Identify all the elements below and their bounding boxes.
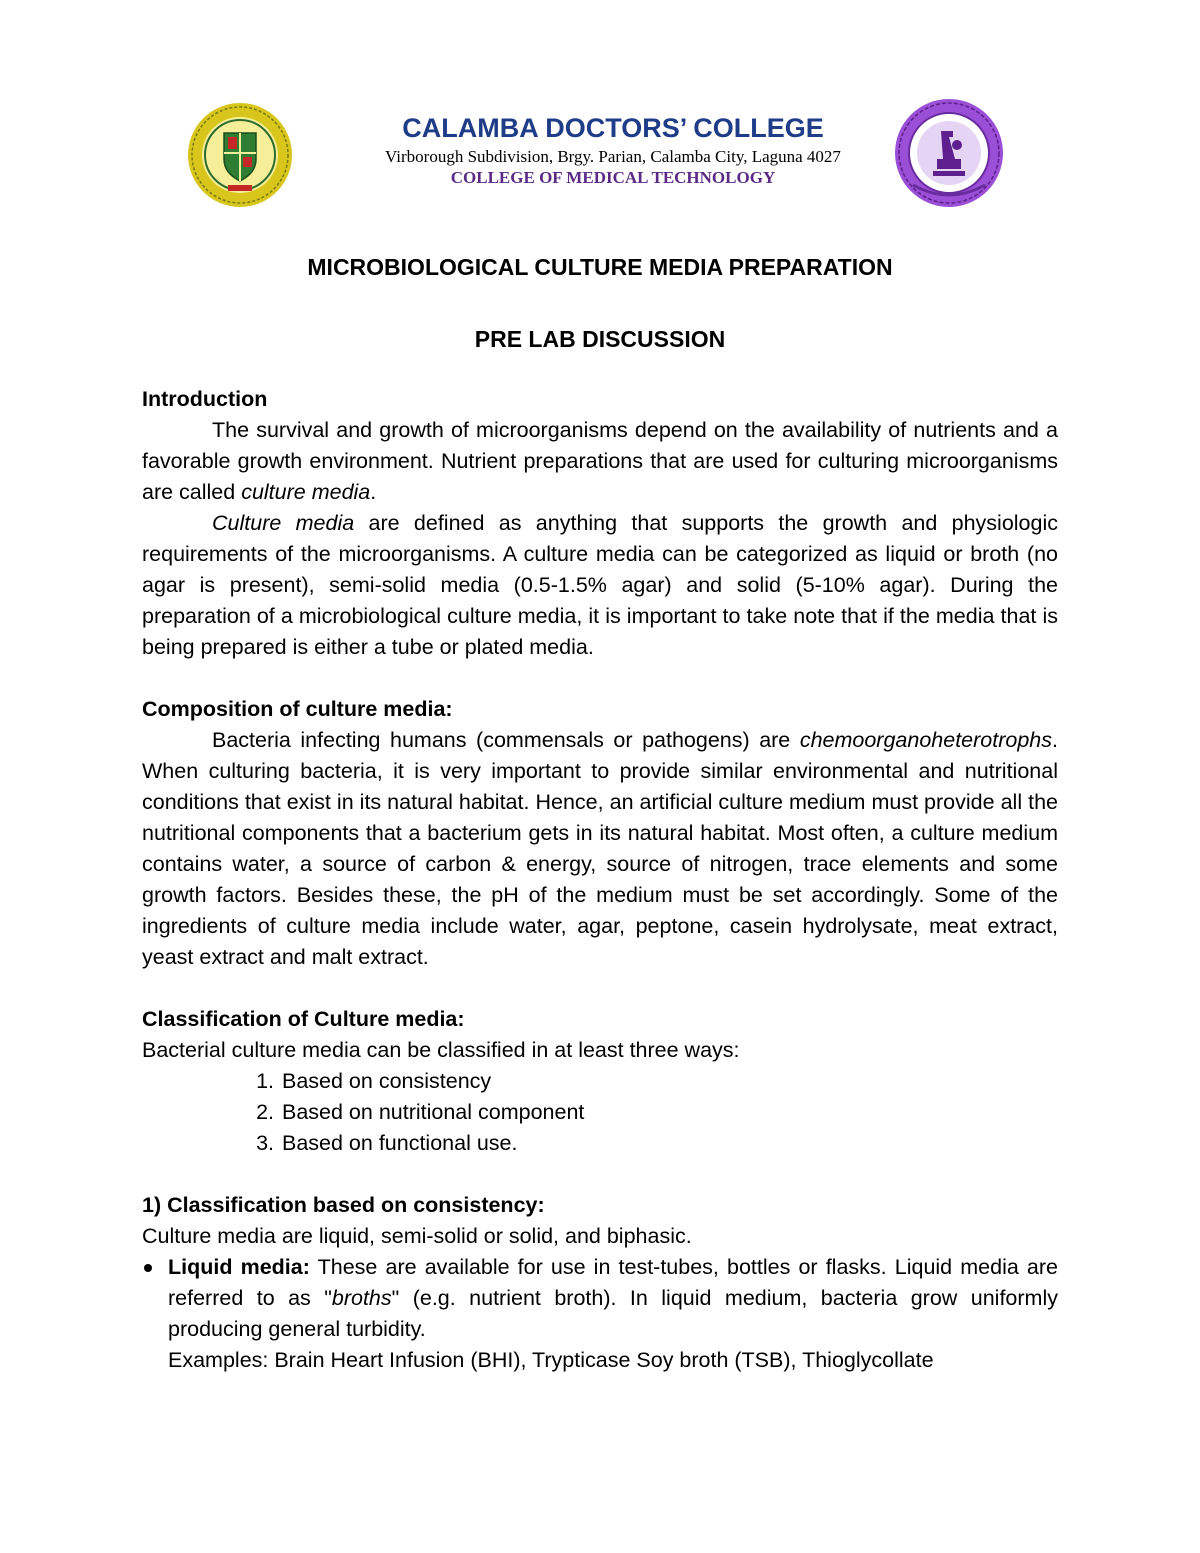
- consistency-heading: 1) Classification based on consistency:: [142, 1193, 545, 1217]
- liquid-media-text-a: These are available for use in test-tubes, bottles or flasks. Liquid media are referred to as ": [168, 1255, 1059, 1310]
- list-item-number: 2.: [256, 1100, 274, 1124]
- document-title: MICROBIOLOGICAL CULTURE MEDIA PREPARATION: [307, 254, 893, 280]
- classification-heading: Classification of Culture media:: [142, 1007, 465, 1031]
- liquid-media-paragraph: [168, 1252, 1058, 1345]
- composition-emphasis: chemoorganoheterotrophs: [799, 728, 1053, 752]
- liquid-media-emphasis: broths: [331, 1286, 392, 1310]
- liquid-media-bullet: [142, 1252, 1058, 1376]
- liquid-media-text-b: " (e.g. nutrient broth). In liquid medium, bacteria grow uniformly producing general turbidity.: [168, 1286, 1058, 1341]
- liquid-media-label: Liquid media:: [168, 1255, 310, 1279]
- college-address: Virborough Subdivision, Brgy. Parian, Calamba City, Laguna 4027: [385, 147, 841, 166]
- list-item: [142, 1066, 1058, 1097]
- intro-paragraph-2: [142, 508, 1058, 663]
- medtech-seal-icon: [893, 97, 1005, 209]
- intro-paragraph-1: [142, 415, 1058, 508]
- list-item-text: Based on consistency: [282, 1069, 492, 1093]
- document-subtitle: PRE LAB DISCUSSION: [474, 326, 726, 352]
- intro-p1-emphasis: culture media: [241, 480, 371, 504]
- liquid-media-examples: Examples: Brain Heart Infusion (BHI), Trypticase Soy broth (TSB), Thioglycollate: [168, 1348, 934, 1372]
- list-item-text: Based on functional use.: [282, 1131, 518, 1155]
- list-item: [142, 1097, 1058, 1128]
- college-name: CALAMBA DOCTORS’ COLLEGE: [402, 113, 824, 143]
- composition-heading: Composition of culture media:: [142, 697, 453, 721]
- intro-p1-end: .: [370, 480, 377, 504]
- bullet-icon: [144, 1264, 152, 1272]
- list-item-number: 3.: [256, 1131, 274, 1155]
- composition-text-a: Bacteria infecting humans (commensals or pathogens) are: [212, 728, 800, 752]
- composition-text-b: . When culturing bacteria, it is very important to provide similar environmental and nutritional conditions that exist in its natural habitat. Hence, an artificial culture medium must provide all the nutritional components that a bacterium gets in its natural habitat. Most often, a culture medium contains water, a source of carbon & energy, source of nitrogen, trace elements and some growth factors. Besides these, the pH of the medium must be set accordingly. Some of the ingredients of culture media include water, agar, peptone, casein hydrolysate, meat extract, yeast extract and malt extract.: [142, 728, 1058, 969]
- list-item-number: 1.: [256, 1069, 274, 1093]
- list-item-text: Based on nutritional component: [282, 1100, 585, 1124]
- document-body: [142, 384, 1058, 1376]
- composition-paragraph: [142, 725, 1058, 973]
- classification-list: [142, 1066, 1058, 1159]
- college-seal-icon: [186, 101, 294, 209]
- college-department: COLLEGE OF MEDICAL TECHNOLOGY: [450, 168, 776, 187]
- classification-lead: Bacterial culture media can be classified in at least three ways:: [142, 1038, 740, 1062]
- consistency-lead: Culture media are liquid, semi-solid or solid, and biphasic.: [142, 1224, 692, 1248]
- intro-p2-text: are defined as anything that supports the growth and physiologic requirements of the microorganisms. A culture media can be categorized as liquid or broth (no agar is present), semi-solid media (0.5-1.5% agar) and solid (5-10% agar). During the preparation of a microbiological culture media, it is important to take note that if the media that is being prepared is either a tube or plated media.: [142, 511, 1059, 659]
- intro-heading: Introduction: [142, 387, 268, 411]
- college-header: [300, 112, 926, 188]
- list-item: [142, 1128, 1058, 1159]
- intro-p1-text: The survival and growth of microorganisms depend on the availability of nutrients and a favorable growth environment. Nutrient preparations that are used for culturing microorganisms are called: [142, 418, 1058, 504]
- intro-p2-emphasis: Culture media: [212, 511, 355, 535]
